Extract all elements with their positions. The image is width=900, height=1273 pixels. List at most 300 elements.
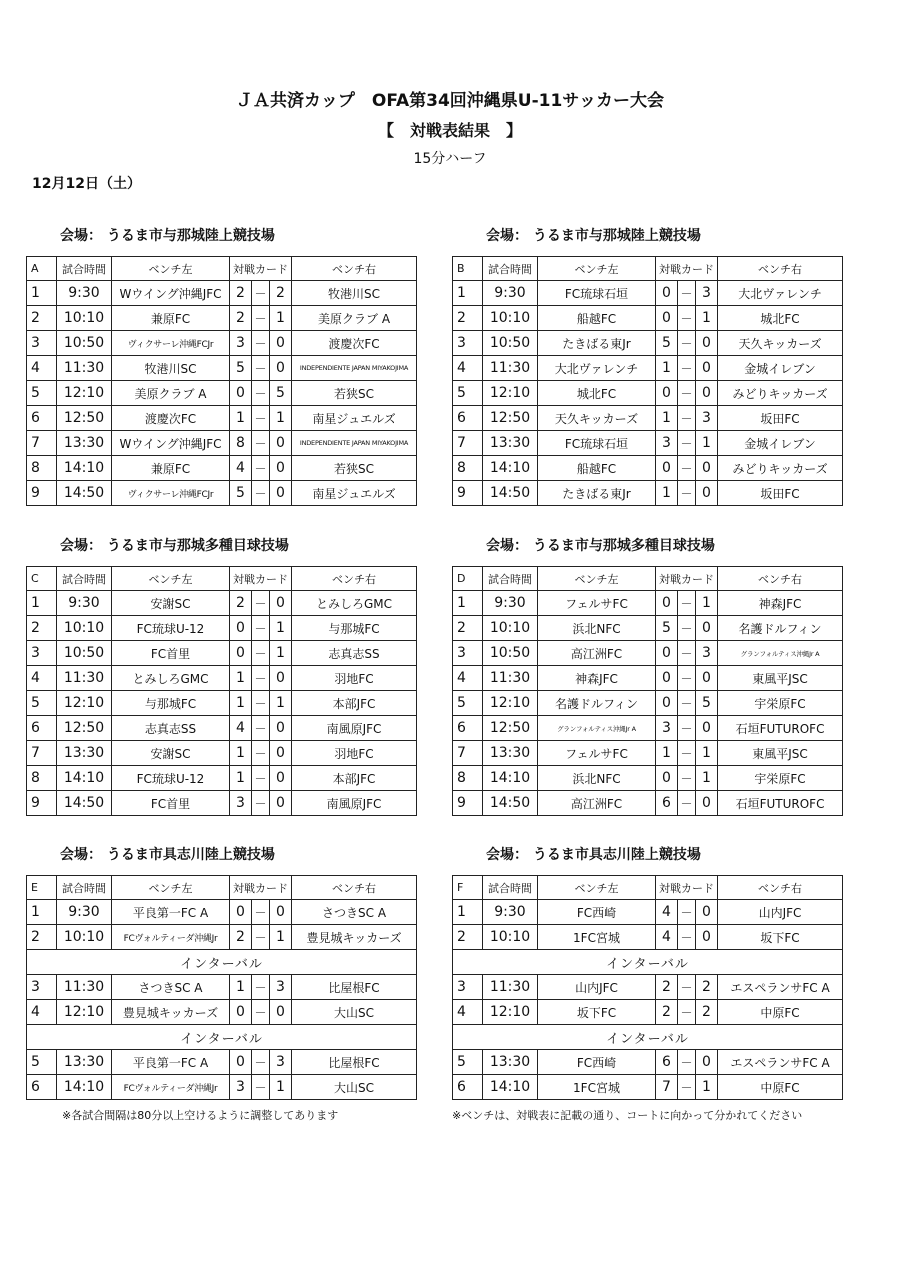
match-number: 1: [27, 281, 57, 306]
match-time: 11:30: [57, 975, 112, 1000]
score-right: 0: [270, 591, 292, 616]
score-left: 0: [656, 691, 678, 716]
header-row: [453, 876, 843, 900]
match-number: 6: [27, 716, 57, 741]
match-row: [453, 925, 843, 950]
match-row: [27, 591, 417, 616]
score-left: 1: [230, 766, 252, 791]
header-bench-right: ベンチ右: [718, 876, 843, 900]
interval-label: インターバル: [453, 1025, 843, 1050]
match-number: 2: [27, 925, 57, 950]
match-time: 12:10: [57, 381, 112, 406]
score-right: 0: [270, 356, 292, 381]
team-left: FC琉球石垣: [538, 431, 656, 456]
score-separator: －: [678, 591, 696, 616]
header-time: 試合時間: [483, 876, 538, 900]
team-right: 渡慶次FC: [292, 331, 417, 356]
score-separator: －: [252, 666, 270, 691]
team-left: 名護ドルフィン: [538, 691, 656, 716]
team-right: 本部JFC: [292, 691, 417, 716]
match-time: 11:30: [483, 975, 538, 1000]
score-separator: －: [678, 456, 696, 481]
match-number: 2: [27, 306, 57, 331]
team-right: 羽地FC: [292, 666, 417, 691]
header-time: 試合時間: [57, 567, 112, 591]
score-separator: －: [252, 791, 270, 816]
header-card: 対戦カード: [230, 567, 292, 591]
score-right: 0: [270, 900, 292, 925]
header-time: 試合時間: [57, 876, 112, 900]
score-separator: －: [252, 766, 270, 791]
match-number: 6: [453, 406, 483, 431]
score-separator: －: [678, 691, 696, 716]
score-left: 5: [656, 616, 678, 641]
team-left: 渡慶次FC: [112, 406, 230, 431]
score-right: 3: [696, 281, 718, 306]
header-card: 対戦カード: [656, 876, 718, 900]
header-bench-right: ベンチ右: [292, 567, 417, 591]
team-left: FC琉球U-12: [112, 766, 230, 791]
match-row: [27, 641, 417, 666]
score-separator: －: [678, 766, 696, 791]
match-row: [27, 666, 417, 691]
team-right: グランフォルティス沖縄Jr A: [718, 641, 843, 666]
score-right: 0: [696, 456, 718, 481]
match-number: 6: [453, 1075, 483, 1100]
interval-row: [453, 1025, 843, 1050]
score-left: 0: [230, 900, 252, 925]
interval-row: [27, 950, 417, 975]
score-left: 3: [230, 1075, 252, 1100]
score-left: 0: [656, 641, 678, 666]
match-time: 14:10: [483, 766, 538, 791]
team-left: FC琉球石垣: [538, 281, 656, 306]
match-time: 10:50: [57, 641, 112, 666]
score-right: 0: [696, 716, 718, 741]
score-left: 2: [230, 306, 252, 331]
match-number: 3: [453, 641, 483, 666]
match-time: 11:30: [57, 356, 112, 381]
match-time: 10:10: [483, 925, 538, 950]
score-left: 4: [230, 456, 252, 481]
match-time: 14:10: [57, 1075, 112, 1100]
match-row: [27, 1000, 417, 1025]
match-number: 7: [27, 741, 57, 766]
team-right: 宇栄原FC: [718, 766, 843, 791]
match-time: 11:30: [483, 666, 538, 691]
match-row: [27, 716, 417, 741]
match-time: 11:30: [483, 356, 538, 381]
header-time: 試合時間: [57, 257, 112, 281]
team-left: 豊見城キッカーズ: [112, 1000, 230, 1025]
score-separator: －: [252, 431, 270, 456]
match-number: 1: [27, 591, 57, 616]
score-separator: －: [678, 481, 696, 506]
match-row: [27, 481, 417, 506]
match-time: 12:10: [483, 691, 538, 716]
match-number: 4: [27, 356, 57, 381]
score-separator: －: [252, 616, 270, 641]
header-row: [27, 876, 417, 900]
match-number: 6: [27, 1075, 57, 1100]
score-left: 1: [656, 356, 678, 381]
score-separator: －: [678, 641, 696, 666]
match-number: 3: [27, 331, 57, 356]
score-right: 0: [696, 356, 718, 381]
team-right: 金城イレブン: [718, 356, 843, 381]
team-left: FC首里: [112, 641, 230, 666]
score-separator: －: [252, 331, 270, 356]
score-right: 0: [270, 456, 292, 481]
match-time: 10:10: [57, 616, 112, 641]
score-separator: －: [252, 975, 270, 1000]
team-left: 大北ヴァレンチ: [538, 356, 656, 381]
score-separator: －: [678, 616, 696, 641]
score-right: 1: [270, 406, 292, 431]
match-row: [27, 306, 417, 331]
header-card: 対戦カード: [656, 567, 718, 591]
team-right: とみしろGMC: [292, 591, 417, 616]
team-left: 神森JFC: [538, 666, 656, 691]
match-date: 12月12日（土）: [32, 176, 141, 192]
score-left: 0: [656, 591, 678, 616]
match-time: 14:10: [483, 1075, 538, 1100]
score-left: 0: [656, 666, 678, 691]
match-number: 8: [453, 456, 483, 481]
group-block-b: [452, 226, 842, 506]
header-row: [27, 567, 417, 591]
score-right: 0: [270, 791, 292, 816]
match-number: 7: [27, 431, 57, 456]
team-right: 羽地FC: [292, 741, 417, 766]
match-row: [453, 431, 843, 456]
team-right: エスペランサFC A: [718, 1050, 843, 1075]
venue-label: 会場： うるま市具志川陸上競技場: [60, 847, 275, 863]
team-left: 安謝SC: [112, 741, 230, 766]
score-right: 0: [696, 791, 718, 816]
score-separator: －: [252, 900, 270, 925]
score-separator: －: [678, 666, 696, 691]
score-right: 2: [696, 1000, 718, 1025]
score-separator: －: [252, 356, 270, 381]
team-right: 坂田FC: [718, 406, 843, 431]
score-separator: －: [252, 691, 270, 716]
score-left: 2: [230, 591, 252, 616]
match-row: [27, 900, 417, 925]
match-number: 8: [453, 766, 483, 791]
team-left: ヴィクサーレ沖縄FCJr: [112, 481, 230, 506]
match-time: 9:30: [57, 281, 112, 306]
match-number: 9: [453, 481, 483, 506]
score-right: 1: [270, 641, 292, 666]
match-number: 2: [453, 616, 483, 641]
header-row: [453, 567, 843, 591]
team-right: 比屋根FC: [292, 975, 417, 1000]
score-right: 0: [696, 381, 718, 406]
team-right: みどりキッカーズ: [718, 456, 843, 481]
match-row: [27, 331, 417, 356]
score-left: 2: [656, 1000, 678, 1025]
team-right: 南星ジュエルズ: [292, 481, 417, 506]
score-right: 1: [270, 1075, 292, 1100]
match-row: [453, 306, 843, 331]
score-right: 0: [696, 666, 718, 691]
team-right: 中原FC: [718, 1075, 843, 1100]
team-right: 豊見城キッカーズ: [292, 925, 417, 950]
match-row: [453, 1050, 843, 1075]
team-left: 平良第一FC A: [112, 1050, 230, 1075]
score-separator: －: [678, 1050, 696, 1075]
match-number: 8: [27, 766, 57, 791]
match-row: [453, 616, 843, 641]
header-card: 対戦カード: [230, 257, 292, 281]
header-card: 対戦カード: [230, 876, 292, 900]
match-time: 12:50: [483, 406, 538, 431]
header-bench-left: ベンチ左: [112, 567, 230, 591]
match-table: [26, 566, 417, 816]
score-right: 0: [270, 716, 292, 741]
team-left: 美原クラブ A: [112, 381, 230, 406]
team-right: 坂下FC: [718, 925, 843, 950]
match-number: 6: [27, 406, 57, 431]
match-time: 13:30: [57, 431, 112, 456]
score-left: 1: [656, 481, 678, 506]
score-separator: －: [252, 716, 270, 741]
score-left: 4: [656, 925, 678, 950]
match-row: [453, 741, 843, 766]
match-time: 13:30: [57, 1050, 112, 1075]
match-row: [27, 691, 417, 716]
match-number: 1: [453, 900, 483, 925]
match-row: [453, 456, 843, 481]
score-right: 0: [270, 666, 292, 691]
header-time: 試合時間: [483, 257, 538, 281]
team-left: たきばる東Jr: [538, 331, 656, 356]
score-separator: －: [678, 356, 696, 381]
score-separator: －: [252, 456, 270, 481]
match-time: 10:50: [483, 331, 538, 356]
score-separator: －: [678, 975, 696, 1000]
score-separator: －: [252, 1075, 270, 1100]
team-right: 牧港川SC: [292, 281, 417, 306]
header-time: 試合時間: [483, 567, 538, 591]
match-number: 5: [27, 691, 57, 716]
header-bench-left: ベンチ左: [112, 876, 230, 900]
score-separator: －: [252, 381, 270, 406]
match-time: 10:50: [483, 641, 538, 666]
match-number: 3: [27, 975, 57, 1000]
match-row: [27, 791, 417, 816]
team-left: FC西崎: [538, 900, 656, 925]
venue-label: 会場： うるま市与那城陸上競技場: [486, 228, 701, 244]
header-bench-left: ベンチ左: [538, 257, 656, 281]
match-number: 1: [453, 591, 483, 616]
group-id: D: [453, 567, 483, 591]
team-right: 中原FC: [718, 1000, 843, 1025]
match-row: [453, 281, 843, 306]
match-format: 15分ハーフ: [413, 151, 487, 167]
score-left: 3: [656, 431, 678, 456]
match-number: 1: [27, 900, 57, 925]
team-right: 大山SC: [292, 1075, 417, 1100]
score-right: 1: [270, 306, 292, 331]
score-left: 8: [230, 431, 252, 456]
match-number: 2: [453, 925, 483, 950]
match-time: 14:10: [483, 456, 538, 481]
score-separator: －: [252, 741, 270, 766]
header-row: [27, 257, 417, 281]
score-left: 0: [656, 306, 678, 331]
score-left: 0: [230, 616, 252, 641]
team-left: FCヴォルティーダ沖縄Jr: [112, 1075, 230, 1100]
score-left: 3: [230, 331, 252, 356]
score-separator: －: [678, 381, 696, 406]
team-right: 神森JFC: [718, 591, 843, 616]
team-left: Wウイング沖縄JFC: [112, 431, 230, 456]
team-right: 比屋根FC: [292, 1050, 417, 1075]
match-row: [27, 766, 417, 791]
header-card: 対戦カード: [656, 257, 718, 281]
match-row: [27, 925, 417, 950]
match-number: 3: [453, 975, 483, 1000]
team-right: 南星ジュエルズ: [292, 406, 417, 431]
team-right: 山内JFC: [718, 900, 843, 925]
team-left: FC琉球U-12: [112, 616, 230, 641]
team-right: 城北FC: [718, 306, 843, 331]
match-time: 13:30: [483, 741, 538, 766]
score-right: 1: [696, 591, 718, 616]
header-bench-right: ベンチ右: [292, 876, 417, 900]
match-number: 9: [27, 481, 57, 506]
match-time: 13:30: [483, 431, 538, 456]
match-time: 12:50: [483, 716, 538, 741]
match-table: [452, 875, 843, 1100]
match-row: [453, 356, 843, 381]
score-right: 0: [270, 766, 292, 791]
score-left: 5: [656, 331, 678, 356]
score-right: 0: [270, 481, 292, 506]
team-right: さつきSC A: [292, 900, 417, 925]
venue-label: 会場： うるま市与那城多種目球技場: [60, 538, 289, 554]
score-separator: －: [678, 306, 696, 331]
team-left: 1FC宮城: [538, 1075, 656, 1100]
score-left: 0: [230, 1050, 252, 1075]
match-row: [27, 406, 417, 431]
score-left: 1: [230, 741, 252, 766]
group-id: A: [27, 257, 57, 281]
match-number: 5: [453, 1050, 483, 1075]
match-time: 13:30: [57, 741, 112, 766]
match-number: 4: [453, 356, 483, 381]
header-bench-right: ベンチ右: [718, 567, 843, 591]
score-left: 1: [656, 406, 678, 431]
team-left: 牧港川SC: [112, 356, 230, 381]
match-table: [452, 256, 843, 506]
team-right: 美原クラブ A: [292, 306, 417, 331]
team-right: 東風平JSC: [718, 741, 843, 766]
header-bench-left: ベンチ左: [112, 257, 230, 281]
match-number: 4: [453, 1000, 483, 1025]
score-separator: －: [252, 281, 270, 306]
match-number: 6: [453, 716, 483, 741]
team-left: Wウイング沖縄JFC: [112, 281, 230, 306]
match-number: 4: [453, 666, 483, 691]
match-number: 2: [453, 306, 483, 331]
score-separator: －: [252, 306, 270, 331]
team-right: 坂田FC: [718, 481, 843, 506]
match-number: 3: [453, 331, 483, 356]
team-left: 平良第一FC A: [112, 900, 230, 925]
team-right: 宇栄原FC: [718, 691, 843, 716]
team-left: 天久キッカーズ: [538, 406, 656, 431]
score-right: 1: [270, 691, 292, 716]
team-right: 志真志SS: [292, 641, 417, 666]
group-block-f: [452, 845, 842, 1100]
match-row: [27, 381, 417, 406]
score-left: 3: [230, 791, 252, 816]
match-row: [453, 481, 843, 506]
match-time: 10:10: [483, 616, 538, 641]
team-right: みどりキッカーズ: [718, 381, 843, 406]
team-right: エスペランサFC A: [718, 975, 843, 1000]
score-right: 0: [696, 481, 718, 506]
page-title: ＪＡ共済カップ OFA第34回沖縄県U-11サッカー大会: [236, 91, 664, 111]
team-right: 若狭SC: [292, 456, 417, 481]
score-right: 3: [696, 641, 718, 666]
score-left: 0: [230, 381, 252, 406]
score-right: 5: [270, 381, 292, 406]
team-left: 志真志SS: [112, 716, 230, 741]
team-right: 南風原JFC: [292, 716, 417, 741]
match-time: 9:30: [57, 591, 112, 616]
interval-row: [27, 1025, 417, 1050]
match-number: 5: [27, 381, 57, 406]
group-block-d: [452, 536, 842, 816]
note-interval: ※各試合間隔は80分以上空けるように調整してあります: [62, 1109, 339, 1122]
score-right: 1: [696, 766, 718, 791]
group-id: B: [453, 257, 483, 281]
team-left: 高江洲FC: [538, 791, 656, 816]
score-separator: －: [678, 431, 696, 456]
match-table: [26, 875, 417, 1100]
score-left: 5: [230, 356, 252, 381]
score-right: 2: [270, 281, 292, 306]
note-bench: ※ベンチは、対戦表に記載の通り、コートに向かって分かれてください: [452, 1109, 803, 1122]
match-row: [27, 456, 417, 481]
team-left: 城北FC: [538, 381, 656, 406]
team-right: 若狭SC: [292, 381, 417, 406]
interval-label: インターバル: [27, 950, 417, 975]
match-number: 4: [27, 666, 57, 691]
score-right: 0: [270, 331, 292, 356]
score-left: 4: [230, 716, 252, 741]
interval-label: インターバル: [27, 1025, 417, 1050]
match-time: 9:30: [483, 900, 538, 925]
score-left: 5: [230, 481, 252, 506]
group-id: F: [453, 876, 483, 900]
group-id: E: [27, 876, 57, 900]
match-row: [27, 356, 417, 381]
match-row: [453, 766, 843, 791]
match-number: 3: [27, 641, 57, 666]
score-separator: －: [252, 406, 270, 431]
match-time: 10:10: [57, 925, 112, 950]
score-left: 0: [656, 281, 678, 306]
score-left: 0: [656, 381, 678, 406]
match-time: 10:50: [57, 331, 112, 356]
match-row: [453, 381, 843, 406]
match-time: 12:50: [57, 716, 112, 741]
